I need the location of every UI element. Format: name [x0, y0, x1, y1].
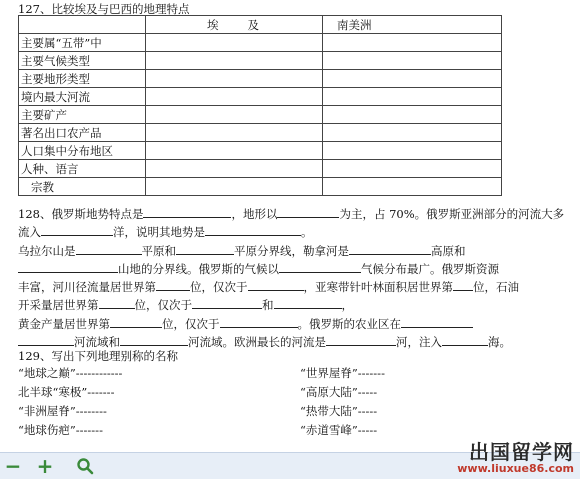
alias-item: “地球之巅”------------	[18, 366, 123, 380]
answer-cell[interactable]	[146, 124, 323, 142]
text-segment: 洋，说明其地势是	[113, 225, 205, 240]
table-row	[19, 34, 502, 52]
table-row	[19, 106, 502, 124]
fill-blank[interactable]	[120, 333, 188, 346]
alias-item: “热带大陆”-----	[300, 404, 378, 418]
alias-item: “高原大陆”-----	[300, 385, 378, 399]
alias-item: 北半球“寒极”-------	[18, 385, 115, 399]
row-label: 主要气候类型	[19, 52, 146, 70]
answer-cell[interactable]	[146, 142, 323, 160]
answer-cell[interactable]	[146, 160, 323, 178]
text-segment: 。俄罗斯的农业区在	[297, 316, 401, 331]
table-row	[19, 88, 502, 106]
question-128	[18, 205, 580, 351]
text-segment: 128、俄罗斯地势特点是	[18, 207, 144, 221]
table-row	[19, 124, 502, 142]
list-item	[18, 403, 498, 422]
answer-cell[interactable]	[323, 124, 502, 142]
fill-blank[interactable]	[18, 260, 118, 273]
answer-cell[interactable]	[323, 70, 502, 88]
answer-cell[interactable]	[323, 142, 502, 160]
text-segment: ，地形以	[231, 207, 278, 221]
text-segment: 位，石油	[473, 280, 519, 295]
alias-item: “世界屋脊”-------	[300, 366, 385, 380]
fill-blank[interactable]	[277, 205, 339, 218]
row-label: 人种、语言	[19, 160, 146, 178]
question-129-items	[18, 365, 498, 441]
answer-cell[interactable]	[146, 106, 323, 124]
table-header-row	[19, 16, 502, 34]
logo-text: 出国留学网	[469, 440, 574, 464]
answer-cell[interactable]	[146, 34, 323, 52]
text-segment: 平原分界线，勒拿河是	[234, 243, 349, 258]
row-label: 著名出口农产品	[19, 124, 146, 142]
table-row	[19, 142, 502, 160]
text-segment: 位，仅次于	[190, 280, 248, 295]
answer-cell[interactable]	[323, 88, 502, 106]
alias-item: “赤道雪峰”-----	[300, 423, 378, 437]
zoom-out-button[interactable]: −	[4, 454, 22, 478]
fill-blank[interactable]	[453, 278, 473, 291]
text-segment: 乌拉尔山是	[18, 243, 76, 258]
answer-cell[interactable]	[323, 52, 502, 70]
answer-cell[interactable]	[323, 178, 502, 196]
alias-item: “地球伤疤”-------	[18, 423, 103, 437]
fill-blank[interactable]	[349, 242, 431, 255]
text-segment: ，	[341, 298, 353, 313]
answer-cell[interactable]	[146, 52, 323, 70]
text-segment: 河流域。欧洲最长的河流是	[188, 335, 326, 350]
text-segment: 黄金产量居世界第	[18, 316, 110, 331]
fill-blank[interactable]	[279, 260, 361, 273]
row-label: 主要属“五带”中	[19, 34, 146, 52]
fill-blank[interactable]	[41, 223, 113, 236]
fill-blank[interactable]	[248, 278, 304, 291]
text-segment: 流入	[18, 225, 41, 240]
fill-blank[interactable]	[326, 333, 396, 346]
table-header-egypt: 埃 及	[146, 16, 323, 34]
fill-blank[interactable]	[192, 296, 262, 309]
table-row	[19, 52, 502, 70]
text-segment: 和	[262, 298, 274, 313]
row-label: 宗教	[19, 178, 146, 196]
answer-cell[interactable]	[146, 70, 323, 88]
text-segment: 位，仅次于	[162, 316, 220, 331]
table-row	[19, 178, 502, 196]
row-label: 境内最大河流	[19, 88, 146, 106]
text-segment: 位，仅次于	[134, 298, 192, 313]
alias-item: “非洲屋脊”--------	[18, 404, 107, 418]
text-segment: 高原和	[431, 243, 466, 258]
text-segment: 丰富，河川径流量居世界第	[18, 280, 156, 295]
row-label: 主要矿产	[19, 106, 146, 124]
text-segment: 海。	[488, 335, 511, 350]
text-line	[18, 242, 580, 260]
text-segment: 为主，占 70%。俄罗斯亚洲部分的河流大多	[339, 207, 565, 221]
text-line	[18, 260, 580, 278]
answer-cell[interactable]	[323, 160, 502, 178]
text-segment: ，亚寒带针叶林面积居世界第	[303, 280, 453, 295]
table-header-cell	[19, 16, 146, 34]
fill-blank[interactable]	[205, 223, 301, 236]
row-label: 主要地形类型	[19, 70, 146, 88]
list-item	[18, 365, 498, 384]
fill-blank[interactable]	[220, 315, 298, 328]
text-segment: 开采量居世界第	[18, 298, 99, 313]
comparison-table	[18, 15, 502, 196]
fill-blank[interactable]	[442, 333, 488, 346]
fill-blank[interactable]	[401, 315, 473, 328]
table-row	[19, 70, 502, 88]
table-header-south-america: 南美洲	[323, 16, 502, 34]
text-line	[18, 296, 580, 314]
fill-blank[interactable]	[99, 296, 135, 309]
list-item	[18, 422, 498, 441]
fill-blank[interactable]	[156, 278, 190, 291]
fill-blank[interactable]	[274, 296, 342, 309]
text-segment: 山地的分界线。俄罗斯的气候以	[118, 261, 279, 276]
table-row	[19, 160, 502, 178]
text-line	[18, 315, 580, 333]
question-127-title: 127、比较埃及与巴西的地理特点	[18, 2, 190, 16]
text-line	[18, 205, 580, 223]
answer-cell[interactable]	[323, 106, 502, 124]
fill-blank[interactable]	[110, 315, 162, 328]
answer-cell[interactable]	[146, 88, 323, 106]
fill-blank[interactable]	[18, 333, 74, 346]
text-segment: 。	[301, 225, 313, 240]
fill-blank[interactable]	[176, 242, 234, 255]
answer-cell[interactable]	[323, 34, 502, 52]
search-icon	[76, 457, 94, 475]
answer-cell[interactable]	[146, 178, 323, 196]
list-item	[18, 384, 498, 403]
text-segment: 河，注入	[396, 335, 442, 350]
search-button[interactable]	[76, 457, 94, 475]
text-segment: 河流域和	[74, 335, 120, 350]
text-line	[18, 278, 580, 296]
fill-blank[interactable]	[76, 242, 142, 255]
zoom-in-button[interactable]: +	[36, 454, 54, 478]
site-logo	[457, 436, 574, 475]
question-129-title: 129、写出下列地理别称的名称	[18, 349, 178, 363]
text-line	[18, 223, 580, 241]
row-label: 人口集中分布地区	[19, 142, 146, 160]
text-segment: 平原和	[141, 243, 176, 258]
text-segment: 气候分布最广。俄罗斯资源	[361, 261, 499, 276]
fill-blank[interactable]	[143, 205, 231, 218]
logo-url: www.liuxue86.com	[457, 462, 574, 475]
